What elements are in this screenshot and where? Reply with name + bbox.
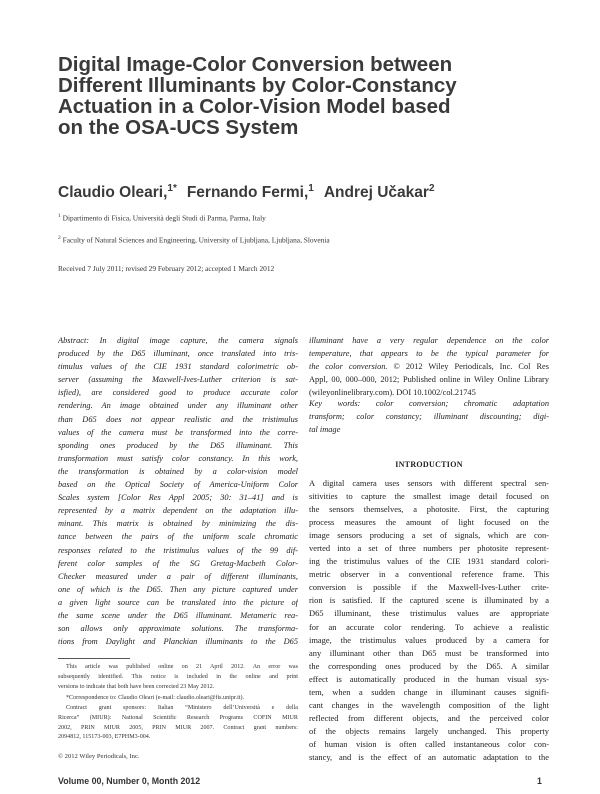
author-affiliation-marker: 1 [308,182,314,194]
keywords-line: Key words: color conversion; chromatic adaptation [309,399,549,408]
introduction-line: any illuminant other than D65 must be transformed into [309,647,549,658]
author-name: Fernando Fermi, [186,184,309,201]
introduction-line: metric observer in a conventional reference frame. This [309,569,549,580]
author-affiliation-marker: 2 [428,182,435,194]
introduction-line: image sensors producing a set of signals, which are con- [309,530,549,541]
introduction-line: process measures the amount of light focused on the [309,517,549,528]
introduction-line: conversion is possible if the Maxwell-Ives-Luther crite- [309,582,549,593]
abstract-line: a given light source can be translated into the picture of [58,597,298,607]
introduction-line: cant changes in the wavelength composition of the light [309,699,549,710]
keywords-line: transform; color constancy; illuminant discounting; digi- [309,412,549,422]
footnote-publication-note [58,663,298,692]
footnote-line: subsequently identified. This notice is included in the online and print [58,673,298,680]
affiliation-2-text: Faculty of Natural Sciences and Engineering, University of Ljubljana, Ljubljana, Slovenia [62,235,330,245]
author-affiliation-marker: 1* [167,182,177,194]
footnote-line: versions to indicate that both have been corrected 23 May 2012. [58,683,215,690]
abstract-line: timulus values of the CIE 1931 standard colorimetric ob- [58,362,298,372]
author [187,184,314,201]
introduction-line: A digital camera uses sensors with different spectral sen- [309,478,549,488]
abstract-line: illuminant have a very regular dependence on the color [309,336,549,345]
author-name: Claudio Oleari, [58,184,168,201]
footnote-line: Contract grant sponsors: Italian “Ministero dell’Università e della [66,705,298,711]
introduction-line: the corresponding ones produced by the D65. A similar [309,660,549,671]
abstract-meta-inline: © 2012 Wiley Periodicals, Inc. Col Res [387,362,549,372]
footnote-line: 2094812, 115173-003, E7PHM3-004. [58,734,151,741]
abstract-line: values of the camera must be transformed into the corre- [58,427,298,437]
introduction-line: the sensors themselves, a photosite. First, the capturing [309,504,549,515]
abstract-line: temperature, that appears to be the typical parameter for [309,349,549,359]
abstract-line: produced by the D65 illuminant, once translated into tris- [58,349,298,359]
abstract-line: sponding ones produced by the D65 illuminant. This [58,440,298,450]
abstract-line: isfied), are considered good to produce accurate color [58,388,298,398]
keywords-line: tal image [309,425,341,435]
author [58,184,177,201]
introduction-line: D65 illuminant, these tristimulus values are appropriate [309,608,549,619]
introduction-body [309,477,549,764]
abstract-continued [309,334,549,399]
footnote-line: Ricerca” (MIUR): National Scientific Research Programs COFIN MIUR [58,714,298,721]
abstract-line: tance between the pairs of the uniform scale chromatic [58,532,298,542]
footnote-line: This article was published online on 21 April 2012. An error was [66,664,298,670]
keywords [309,397,549,436]
abstract-line: tions from Daylight and Planckian illuminants to the D65 [58,637,298,647]
abstract-line: Checker measured under a pair of different illuminants, [58,571,298,581]
abstract-line: son allows only approximate solutions. The transforma- [58,624,298,634]
article-title [58,54,538,138]
section-heading-introduction: INTRODUCTION [395,460,463,469]
author [324,184,435,201]
introduction-line: image, the tristimulus values produced by a camera for [309,634,549,645]
affiliation-1-text: Dipartimento di Fisica, Università degli Studi di Parma, Parma, Italy [62,213,266,223]
abstract-line: one of which is the D65. Then any picture captured under [58,584,298,594]
abstract-line: represented by a matrix dependent on the adaptation illu- [58,506,298,516]
abstract-line: server (assuming the Maxwell-Ives-Luther criterion is sat- [58,375,298,385]
abstract-line: Abstract: In digital image capture, the camera signals [58,336,298,345]
affiliation-1 [58,213,266,222]
title-line: Different Illuminants by Color-Constancy [58,74,457,97]
author-list [58,184,578,202]
abstract-line: responses related to the tristimulus values of the 99 dif- [58,545,298,555]
introduction-line: verted into a set of three numbers per photosite represent- [309,543,549,554]
introduction-line: rion is satisfied. If the captured scene is illuminated by a [309,595,549,606]
copyright-notice: © 2012 Wiley Periodicals, Inc. [58,753,140,760]
footnote-line: *Correspondence to: Claudio Oleari (e-mail: claudio.oleari@fis.unipr.it). [66,695,245,701]
abstract-meta-line: (wileyonlinelibrary.com). DOI 10.1002/col.21745 [309,388,476,398]
abstract-line [309,360,549,373]
introduction-line: stancy, and is the effect of an automatic adaptation to the [309,751,549,762]
page-number: 1 [537,776,542,786]
introduction-line: of human vision is often called instantaneous color con- [309,738,549,749]
abstract-line: ferent color samples of the SG Gretag-Macbeth Color- [58,558,298,568]
abstract-line: minant. This matrix is obtained by minimizing the dis- [58,519,298,529]
affiliation-2-marker: 2 [58,235,61,241]
abstract-line: transformation must satisfy color constancy. In this work, [58,453,298,463]
abstract-line: based on the Optical Society of America-Uniform Color [58,480,298,490]
affiliation-2 [58,235,330,244]
abstract-meta-line: Appl, 00, 000–000, 2012; Published online in Wiley Online Library [309,375,549,385]
introduction-line: of the objects remains largely unchanged. This property [309,725,549,736]
abstract-line: than D65 does not appear realistic and the tristimulus [58,414,298,424]
abstract-line: rendering. An image obtained under any illuminant other [58,401,298,411]
received-dates: Received 7 July 2011; revised 29 February 2012; accepted 1 March 2012 [58,264,275,273]
introduction-line: ing the tristimulus values of the CIE 1931 standard colori- [309,556,549,567]
author-name: Andrej Učakar [323,184,429,201]
footnote-grant [58,704,298,743]
introduction-line: effect is automatically produced in the human visual sys- [309,673,549,684]
footnote-line: 2002, PRIN MIUR 2005, PRIN MIUR 2007. Contract grant numbers: [58,724,298,731]
introduction-line: for an accurate color rendering. To achieve a realistic [309,621,549,632]
title-line: on the OSA-UCS System [58,116,299,139]
abstract [58,334,298,648]
journal-issue: Volume 00, Number 0, Month 2012 [58,776,201,786]
abstract-line: the same scene under the D65 illuminant. Metameric rea- [58,610,298,620]
introduction-line: reflected from different objects, and the perceived color [309,712,549,723]
introduction-line: sitivities to capture the smallest image detail focused on [309,491,549,502]
title-line: Actuation in a Color-Vision Model based [58,95,451,118]
abstract-line: Scales system [Color Res Appl 2005; 30: 31–41] and is [58,493,298,503]
affiliation-1-marker: 1 [58,213,61,219]
introduction-line: tem, when a sudden change in illuminant causes signifi- [309,686,549,697]
abstract-line-text: the color conversion. [309,362,388,372]
abstract-line: the transformation is obtained by a color-vision model [58,466,298,476]
title-line: Digital Image-Color Conversion between [58,53,453,76]
footnote-correspondence [58,694,298,704]
footnote-rule [58,658,130,659]
